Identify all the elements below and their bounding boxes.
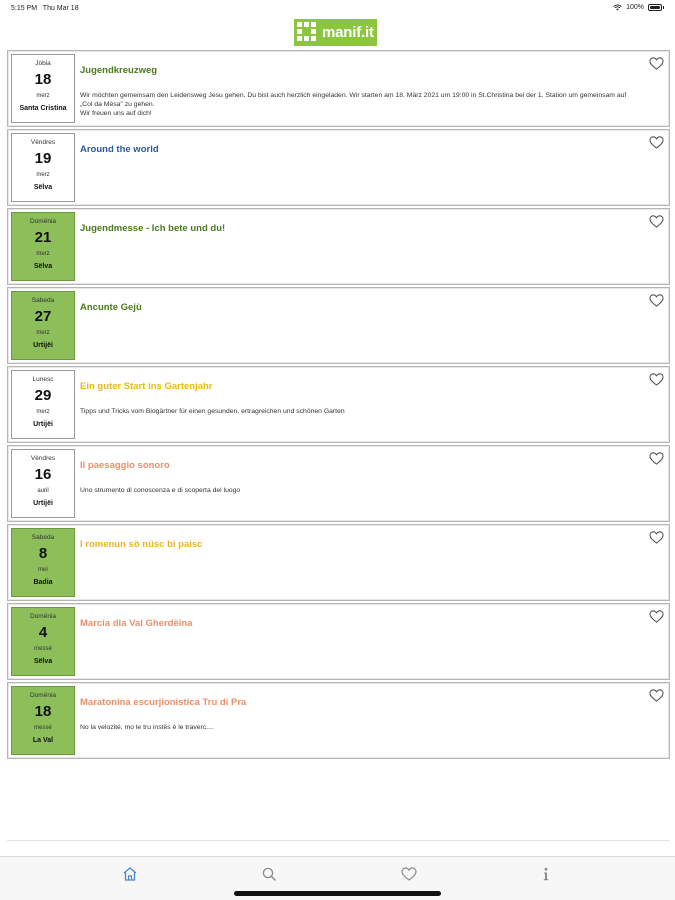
favorite-heart-icon[interactable] [648,134,665,149]
event-description [80,91,640,118]
event-month: mei [38,567,48,573]
event-place: Urtijëi [33,500,53,507]
event-title[interactable]: Ancunte Gejù [80,302,142,313]
status-time: 5:15 PM [11,5,38,12]
event-date-box [11,291,75,360]
event-month: merz [36,251,50,257]
event-day: 8 [38,545,48,562]
event-month: merz [36,409,50,415]
event-place: Sëlva [33,263,53,270]
status-time-date [11,5,79,12]
event-place: La Val [32,737,54,744]
event-month: merz [36,172,50,178]
event-place: Sëlva [33,184,53,191]
event-day: 21 [34,229,52,246]
app-logo [294,19,377,46]
event-title[interactable]: Maratonina escurjionistica Tru di Pra [80,697,247,708]
wifi-icon [613,4,622,11]
event-card[interactable] [7,208,670,285]
event-weekday: Sabeda [31,534,55,541]
calendar-grid-icon [294,19,321,46]
event-description-line: No la velozité, mo le tru instës é le traverc.... [80,724,214,731]
event-place: Badia [33,579,53,586]
tab-info-icon[interactable] [537,865,555,883]
event-date-box [11,607,75,676]
event-title[interactable]: Around the world [80,144,159,155]
event-date-box [11,686,75,755]
event-day: 19 [34,150,52,167]
event-month: merz [36,330,50,336]
event-day: 29 [34,387,52,404]
event-description-line: Wir möchten gemeinsam den Leidensweg Jesu gehen. Du bist auch herzlich eingeladen. Wir starten am 18. März 2021 um 19:00 in St.Christina bei der 1. Station um gemeinsam auf „Col da Mësa" zu gehen. [80,92,627,108]
event-date-box [11,370,75,439]
event-weekday: Sabeda [31,297,55,304]
event-card[interactable] [7,366,670,443]
event-date-box [11,528,75,597]
event-description-line: Wir freuen uns auf dich! [80,110,152,117]
event-description-line: Tipps und Tricks vom Biogärtner für einen gesunden, ertragreichen und schönen Garten [80,408,345,415]
event-title[interactable]: I romenun sö nüsc bi paisc [80,539,203,550]
tab-favorites-icon[interactable] [400,865,418,883]
favorite-heart-icon[interactable] [648,55,665,70]
event-card[interactable] [7,129,670,206]
event-month: auril [37,488,49,494]
event-day: 16 [34,466,52,483]
favorite-heart-icon[interactable] [648,687,665,702]
event-title[interactable]: Marcia dla Val Gherdëina [80,618,193,629]
battery-icon [648,4,662,11]
event-card[interactable] [7,287,670,364]
status-date: Thu Mar 18 [42,5,79,12]
event-title[interactable]: Ein guter Start ins Gartenjahr [80,381,213,392]
event-place: Urtijëi [33,421,53,428]
event-month: messé [34,646,52,652]
event-weekday: Jöbia [35,60,51,67]
event-month: merz [36,93,50,99]
event-title[interactable]: Il paesaggio sonoro [80,460,170,471]
event-card[interactable] [7,50,670,127]
favorite-heart-icon[interactable] [648,213,665,228]
event-description [80,486,640,495]
battery-tip [663,6,664,9]
favorite-heart-icon[interactable] [648,529,665,544]
event-title[interactable]: Jugendmesse - Ich bete und du! [80,223,226,234]
event-description [80,407,640,416]
event-weekday: Vëndres [30,139,56,146]
event-month: messé [34,725,52,731]
event-date-box [11,54,75,123]
event-date-box [11,133,75,202]
event-description [80,723,640,732]
logo-text: manif.it [321,19,377,46]
tab-search-icon[interactable] [260,865,278,883]
event-weekday: Domënia [29,218,56,225]
event-day: 18 [34,703,52,720]
event-card[interactable] [7,603,670,680]
tab-home-icon[interactable] [121,865,139,883]
event-card[interactable] [7,445,670,522]
status-indicators [613,4,664,11]
event-place: Santa Cristina [19,105,67,112]
event-place: Sëlva [33,658,53,665]
event-weekday: Lunesc [32,376,54,383]
home-indicator [234,891,441,896]
event-date-box [11,212,75,281]
event-list [7,50,670,761]
event-card[interactable] [7,682,670,759]
favorite-heart-icon[interactable] [648,608,665,623]
event-place: Urtijëi [33,342,53,349]
event-date-box [11,449,75,518]
event-weekday: Vëndres [30,455,56,462]
favorite-heart-icon[interactable] [648,371,665,386]
favorite-heart-icon[interactable] [648,450,665,465]
event-day: 18 [34,71,52,88]
event-day: 27 [34,308,52,325]
battery-percent: 100% [626,4,644,11]
list-divider [7,840,670,841]
event-description-line: Uno strumento di conoscenza e di scoperta del luogo [80,487,241,494]
event-weekday: Domënia [29,692,56,699]
event-weekday: Domënia [29,613,56,620]
event-title[interactable]: Jugendkreuzweg [80,65,158,76]
favorite-heart-icon[interactable] [648,292,665,307]
event-card[interactable] [7,524,670,601]
event-day: 4 [38,624,48,641]
status-bar [0,0,675,16]
